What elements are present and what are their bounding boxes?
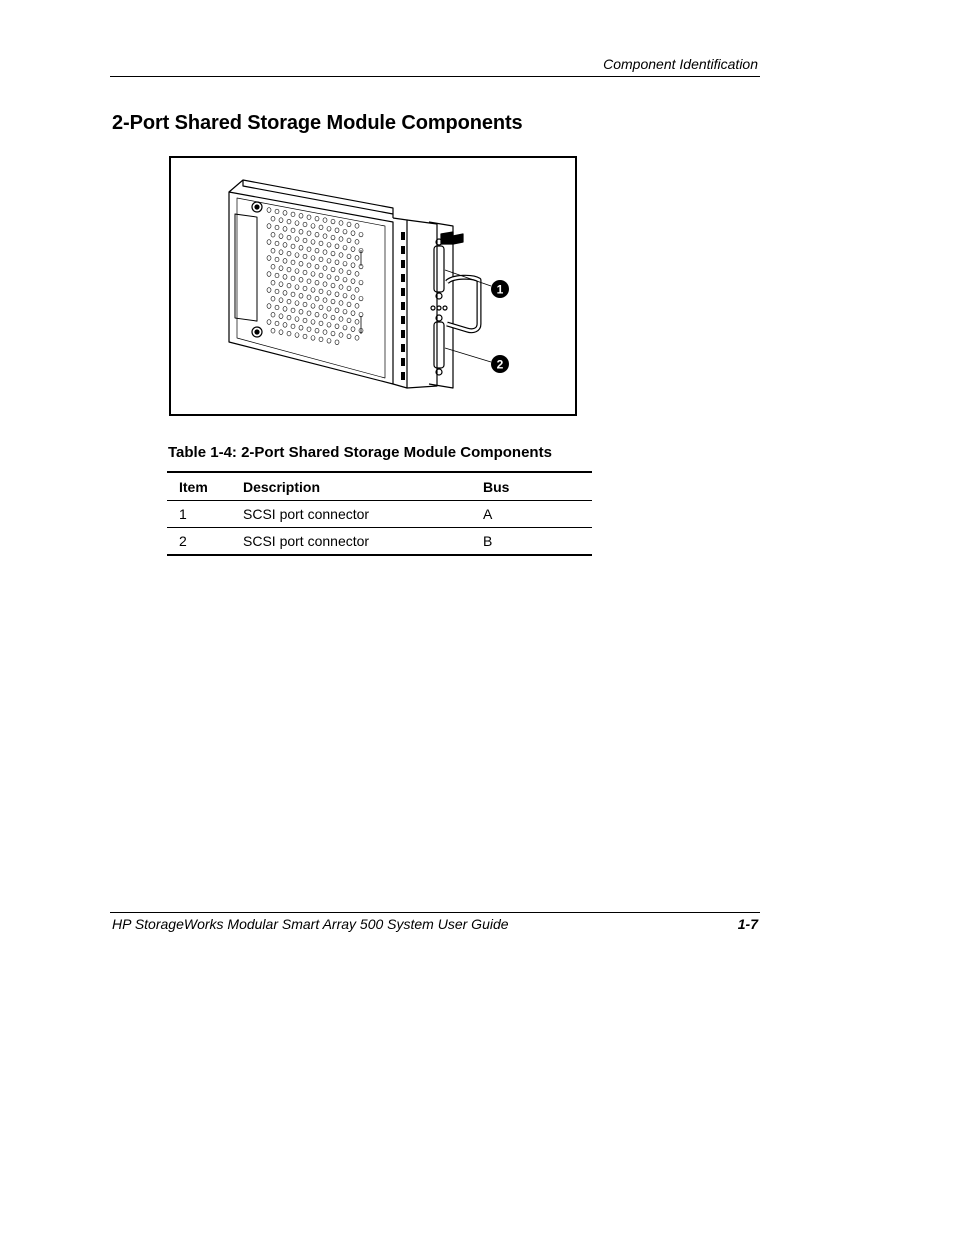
description-cell: SCSI port connector — [243, 506, 370, 522]
column-header-description: Description — [243, 478, 321, 495]
table-header-row — [167, 472, 592, 501]
storage-module-illustration — [171, 158, 575, 414]
item-cell: 2 — [179, 533, 187, 549]
description-cell: SCSI port connector — [243, 533, 370, 549]
callout-1 — [491, 280, 509, 298]
item-cell: 1 — [179, 506, 187, 522]
table-row — [167, 501, 592, 528]
callout-1-label: 1 — [496, 282, 504, 297]
callout-2-label: 2 — [496, 357, 504, 372]
bus-cell: B — [483, 533, 493, 549]
callout-2 — [491, 355, 509, 373]
column-header-bus: Bus — [483, 478, 510, 495]
running-header — [110, 56, 760, 77]
bus-cell: A — [483, 506, 493, 522]
running-footer — [110, 912, 760, 935]
page-number: 1-7 — [737, 916, 758, 932]
components-table — [167, 471, 592, 556]
footer-document-title: HP StorageWorks Modular Smart Array 500 System User Guide — [112, 916, 509, 932]
header-section-title: Component Identification — [603, 56, 758, 72]
figure-storage-module — [169, 156, 577, 416]
page-title: 2-Port Shared Storage Module Components — [112, 112, 523, 134]
table-row — [167, 528, 592, 556]
column-header-item: Item — [179, 478, 208, 495]
table-caption: Table 1-4: 2-Port Shared Storage Module Components — [168, 444, 552, 461]
